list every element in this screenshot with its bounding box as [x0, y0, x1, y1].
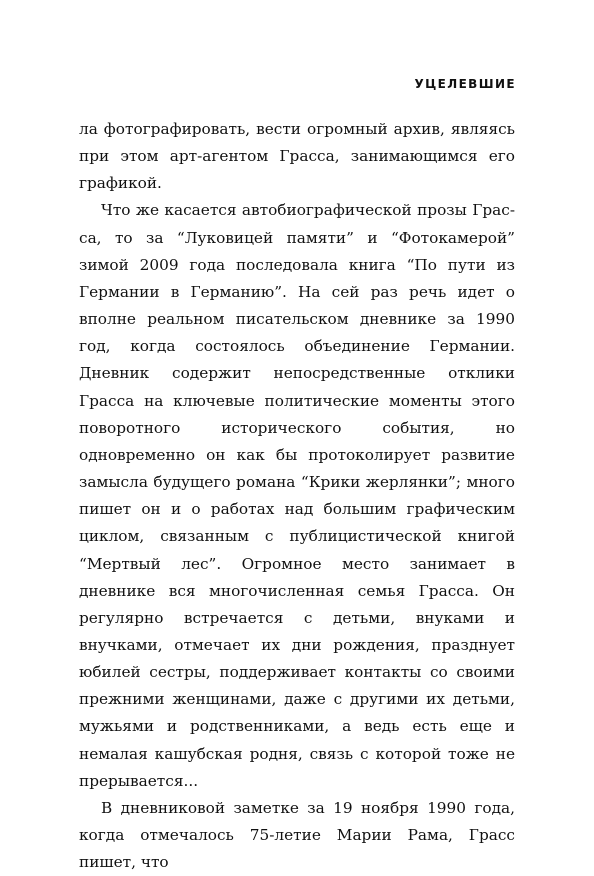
body-text [79, 116, 515, 876]
paragraph: ла фотографировать, вести огромный архив, являясь при этом арт-агентом Грасса, занимающимся его графикой. [79, 120, 515, 193]
paragraph: Что же касается автобиографической прозы Грасса, то за “Луковицей памяти” и “Фотокамерой” зимой 2009 года последовала книга “По пути из Германии в Германию”. На сей раз речь идет о вполне реальном писательском дневнике за 1990 год, когда состоялось объединение Германии. Дневник содержит непосредственные отклики Грасса на ключевые политические моменты этого поворотного исторического события, но одновременно он как бы протоколирует развитие замысла будущего романа “Крики жерлянки”; много пишет он и о работах над большим графическим циклом, связанным с публицистической книгой “Мертвый лес”. Огромное место занимает в дневнике вся многочисленная семья Грасса. Он регулярно встречается с детьми, внуками и внучками, отмечает их дни рождения, празднует юбилей сестры, поддерживает контакты со своими прежними женщинами, даже с другими их детьми, мужьями и родственниками, а ведь есть еще и немалая кашубская родня, связь с которой тоже не прерывается... [79, 201, 515, 790]
paragraph: В дневниковой заметке за 19 ноября 1990 года, когда отмечалось 75-летие Марии Рама, Грасс пишет, что [79, 798, 515, 872]
running-head: УЦЕЛЕВШИЕ [414, 77, 516, 91]
